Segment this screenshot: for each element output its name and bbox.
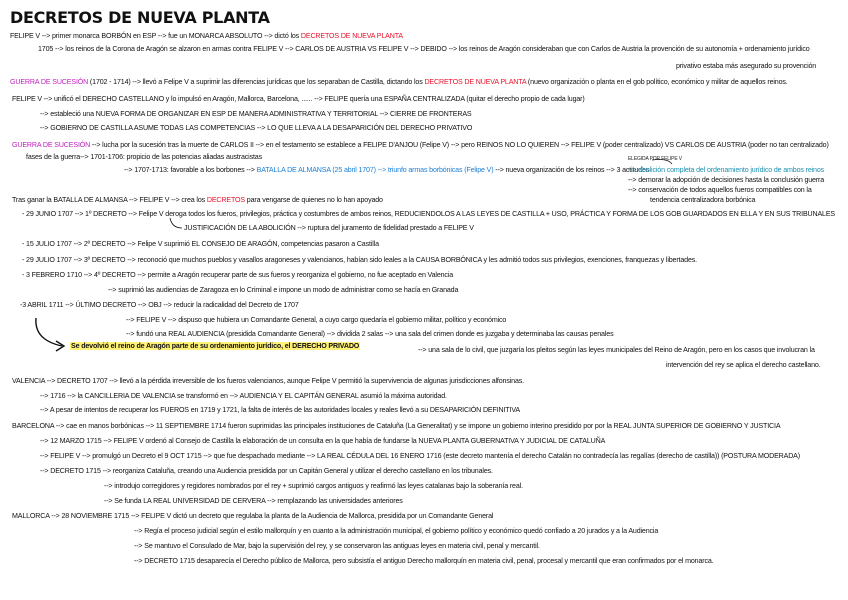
- small-note: ELEGIDA POR FELIPE V: [628, 156, 682, 162]
- attitude-1: --> abolición completa del ordenamiento jurídico de ambos reinos: [628, 166, 825, 174]
- line-mallorca: MALLORCA --> 28 NOVIEMBRE 1715 --> FELIPE V dictó un decreto que regulaba la planta de la Audiencia de Mallorca, presidida por un Comandante General: [12, 512, 494, 520]
- line-intervencion-rey: intervención del rey se aplica el derecho castellano.: [666, 361, 821, 369]
- highlight-text: Se devolvió el reino de Aragón parte de su ordenamiento jurídico, el DERECHO PRIVADO: [71, 342, 360, 350]
- line-valencia: VALENCIA --> DECRETO 1707 --> llevó a la pérdida irreversible de los fueros valencianos, aunque Felipe V permitió la supervivencia de algunas jurisdicciones alfonsinas.: [12, 377, 524, 385]
- text: --> 1707-1713: favorable a los borbones -->: [124, 166, 257, 174]
- line-barcelona-cervera: --> Se funda LA REAL UNIVERSIDAD DE CERVERA --> remplazando las universidades anteriores: [104, 497, 403, 505]
- decretos-text: DECRETOS DE NUEVA PLANTA: [424, 78, 527, 86]
- line-decreto-3: - 29 JULIO 1707 --> 3º DECRETO --> reconoció que muchos pueblos y vasallos aragoneses y valencianos, habían sido leales a la CAUSA BORBÓNICA y les admitió todos sus privilegios, exenciones, franquezas y libertades.: [22, 256, 697, 264]
- small-note-arrow: [652, 160, 672, 165]
- line-barcelona: BARCELONA --> cae en manos borbónicas --> 11 SEPTIEMBRE 1714 fueron suprimidas las principales instituciones de Cataluña (La Generalitat) y se impone un gobierno interino presidido por por la REAL JUNTA SUPERIOR DE GOBIERNO Y JUSTICIA: [12, 422, 781, 430]
- line-1705: 1705 --> los reinos de la Corona de Aragón se alzaron en armas contra FELIPE V --> CARLOS DE AUSTRIA VS FELIPE V --> DEBIDO --> los reinos de Aragón consideraban que con Carlos de Austria la provención de su autonomía + ordenamiento jurídico: [38, 45, 810, 53]
- justificacion-arrow: [170, 218, 182, 228]
- line-barcelona-1715: --> 12 MARZO 1715 --> FELIPE V ordenó al Consejo de Castilla la elaboración de un consulta en la que había de fundarse la NUEVA PLANTA GUBERNATIVA Y JUDICIAL DE CATALUÑA: [40, 437, 606, 445]
- line-derecho-castellano: FELIPE V --> unificó el DERECHO CASTELLANO y lo impulsó en Aragón, Mallorca, Barcelona, ...... --> FELIPE quería una ESPAÑA CENTRALIZADA (quitar el derecho propio de cada lugar): [12, 95, 585, 103]
- line-barcelona-decreto-oct: --> FELIPE V --> promulgó un Decreto el 9 OCT 1715 --> que fue despachado mediante --> LA REAL CÉDULA DEL 16 ENERO 1716 (este decreto mantenía el derecho Catalán no contradecía las regalías (derecho de castilla)) (POSTURA MODERADA): [40, 452, 800, 460]
- line-decreto-1: - 29 JUNIO 1707 --> 1º DECRETO --> Felipe V deroga todos los fueros, privilegios, práctica y costumbres de ambos reinos, REDUCIENDOLOS A LAS LEYES DE CASTILLA + USO, PRÁCTICA Y FORMA DE LOS GOB GUARDADOS EN ELLA Y EN SUS TRIBUNALES: [22, 210, 836, 218]
- text: --> lucha por la sucesión tras la muerte de CARLOS II --> en el testamento se establece a FELIPE D'ANJOU (Felipe V) --> pero REINOS NO LO QUIEREN --> FELIPE V (poder centralizado) VS CARLOS DE AUSTRIA (poder no tan centralizado): [90, 141, 829, 149]
- decretos-text: DECRETOS: [206, 196, 245, 204]
- attitude-3a: --> conservación de todos aquellos fueros compatibles con la: [628, 186, 812, 194]
- text: para vengarse de quienes no lo han apoyado: [244, 196, 383, 204]
- line-fases-guerra: fases de la guerra--> 1701-1706: propicio de las potencias aliadas austracistas: [26, 153, 262, 161]
- line-comandante: --> FELIPE V --> dispuso que hubiera un Comandante General, a cuyo cargo quedaría el gobierno militar, político y económico: [126, 316, 507, 324]
- line-valencia-1716: --> 1716 --> la CANCILLERIA DE VALENCIA se transformó en --> AUDIENCIA Y EL CAPITÁN GENERAL asumió la máxima autoridad.: [40, 392, 447, 400]
- line-nueva-forma: --> estableció una NUEVA FORMA DE ORGANIZAR EN ESP DE MANERA ADMINISTRATIVA Y TERRITORIAL --> CIERRE DE FRONTERAS: [40, 110, 472, 118]
- text: (nuevo organización o planta en el gob político, económico y militar de aquellos reinos.: [526, 78, 788, 86]
- line-suprimio-audiencias: --> suprimió las audiencias de Zaragoza en lo Criminal e impone un modo de administrar como se hacía en Granada: [108, 286, 459, 294]
- line-decreto-4: - 3 FEBRERO 1710 --> 4º DECRETO --> permite a Aragón recuperar parte de sus fueros y reorganiza el gobierno, no fue aceptado en Valencia: [22, 271, 454, 279]
- line-mallorca-proceso: --> Regía el proceso judicial según el estilo mallorquín y en cuanto a la administración municipal, el gobierno político y económico quedó confiado a 20 jurados y a la Audiencia: [134, 527, 659, 535]
- line-privativo: privativo estaba más asegurado su provención: [676, 62, 817, 70]
- decretos-link-text: DECRETOS DE NUEVA PLANTA: [300, 32, 403, 40]
- line-barcelona-decreto-1715: --> DECRETO 1715 --> reorganiza Cataluña, creando una Audiencia presidida por un Capitán General y utilizar el derecho castellano en los tribunales.: [40, 467, 493, 475]
- attitude-2: --> demorar la adopción de decisiones hasta la conclusión guerra: [628, 176, 825, 184]
- page-title: DECRETOS DE NUEVA PLANTA: [10, 8, 270, 27]
- text: FELIPE V --> primer monarca BORBÓN en ESP --> fue un MONARCA ABSOLUTO --> dictó los: [10, 32, 301, 40]
- line-valencia-fueros: --> A pesar de intentos de recuperar los FUEROS en 1719 y 1721, la falta de interés de las autoridades locales y reales llevó a su DESAPARICIÓN DEFINITIVA: [40, 406, 520, 414]
- line-decreto-2: - 15 JULIO 1707 --> 2º DECRETO --> Felipe V suprimió EL CONSEJO DE ARAGÓN, competencias pasaron a Castilla: [22, 240, 379, 248]
- line-gobierno-castilla: --> GOBIERNO DE CASTILLA ASUME TODAS LAS COMPETENCIAS --> LO QUE LLEVA A LA DESAPARICIÓN DEL DERECHO PRIVATIVO: [40, 124, 473, 132]
- text: (1702 - 1714) --> llevó a Felipe V a suprimir las diferencias jurídicas que los separaban de Castilla, dictando los: [88, 78, 425, 86]
- line-ultimo-decreto: -3 ABRIL 1711 --> ÚLTIMO DECRETO --> OBJ --> reducir la radicalidad del Decreto de 1707: [20, 301, 299, 309]
- guerra-label: GUERRA DE SUCESIÓN: [12, 141, 91, 149]
- line-real-audiencia: --> fundó una REAL AUDIENCIA (presidida Comandante General) --> dividida 2 salas --> una sala del crimen donde es juzgaba y determinaba las causas penales: [126, 330, 614, 338]
- almansa-text: BATALLA DE ALMANSA (25 abril 1707) --> triunfo armas borbónicas (Felipe V): [256, 166, 494, 174]
- text: --> nueva organización de los reinos --> 3 actitudes: [493, 166, 650, 174]
- line-mallorca-consulado: --> Se mantuvo el Consulado de Mar, bajo la supervisión del rey, y se conservaron las antiguas leyes en materia civil, penal y mercantil.: [134, 542, 540, 550]
- line-sala-civil: --> una sala de lo civil, que juzgaría los pleitos según las leyes municipales del Reino de Aragón, pero en los casos que involucran la: [418, 346, 815, 354]
- line-justificacion: JUSTIFICACIÓN DE LA ABOLICIÓN --> ruptura del juramento de fidelidad prestado a FELIPE V: [184, 224, 474, 232]
- line-mallorca-decreto: --> DECRETO 1715 desaparecía el Derecho público de Mallorca, pero subsistía el antiguo Derecho mallorquín en materia civil, penal, procesal y mercantil que eran confirmados por el monarca.: [134, 557, 714, 565]
- line-barcelona-corregidores: --> introdujo corregidores y regidores nombrados por el rey + suprimió cargos antiguos y reafirmó las leyes catalanas bajo la soberanía real.: [104, 482, 523, 490]
- guerra-label: GUERRA DE SUCESIÓN: [10, 78, 89, 86]
- attitude-3b: tendencia centralizadora borbónica: [650, 196, 756, 204]
- text: Tras ganar la BATALLA DE ALMANSA --> FELIPE V --> crea los: [12, 196, 207, 204]
